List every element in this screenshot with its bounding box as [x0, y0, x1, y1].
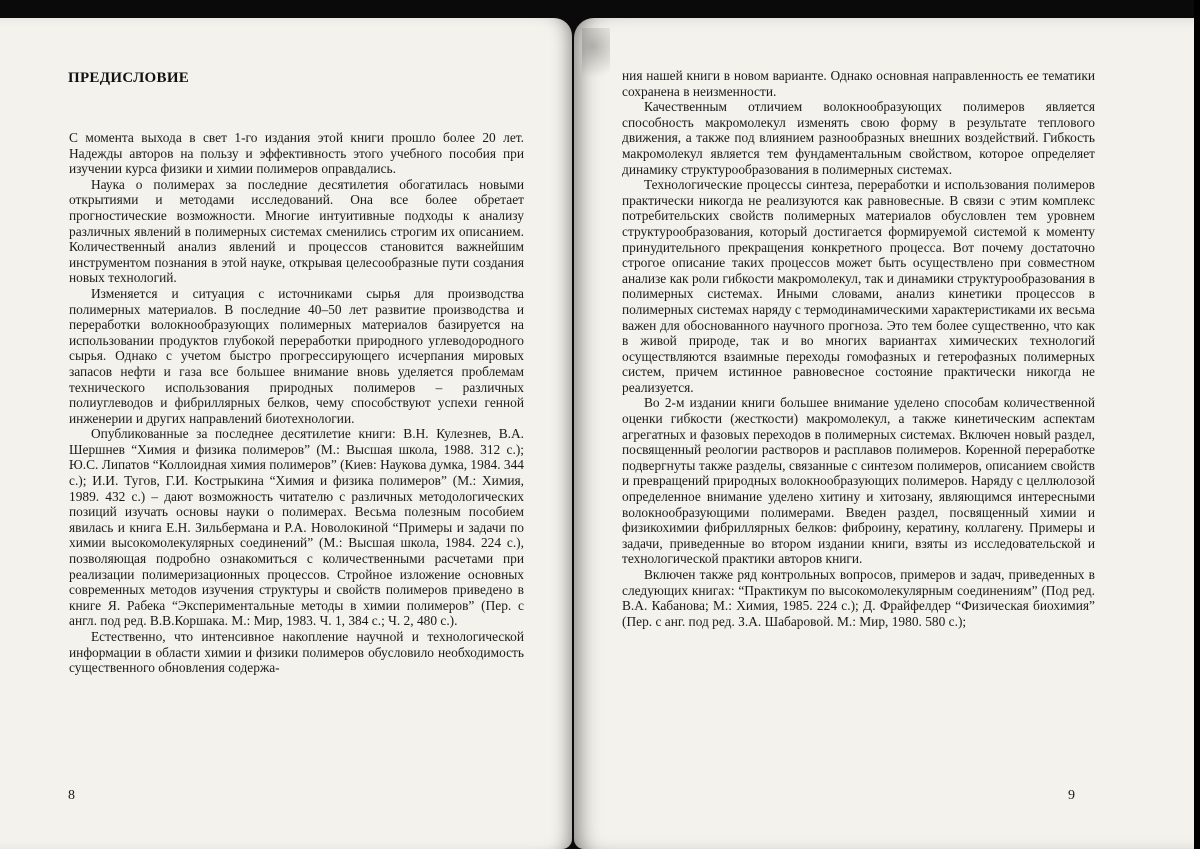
scan-edge	[1194, 0, 1200, 849]
page-number-right: 9	[1068, 788, 1075, 803]
gutter-shadow	[582, 28, 610, 88]
page-number-left: 8	[68, 788, 75, 803]
paragraph: Технологические процессы синтеза, переработки и использования полимеров практически никогда не реализуются как равновесные. В связи с этим комплекс потребительских свойств полимерных материалов обусловлен тем уровнем структурообразования, который достигается формируемой системой к моменту принудительного прекращения конкретного процесса. Вот почему достаточно строгое описание таких процессов может быть осуществлено при совместном анализе как роли гибкости макромолекул, так и динамики структурообразования в полимерных системах. Иными словами, анализ кинетики процессов в полимерных системах наряду с термодинамическими характеристиками их весьма важен для обоснованного научного прогноза. Это тем более существенно, что как в живой природе, так и во многих вариантах химических технологий осуществляются взаимные переходы гомофазных и гетерофазных полимерных систем, причем истинное равновесное состояние практически никогда не реализуется.	[622, 177, 1095, 395]
paragraph: С момента выхода в свет 1-го издания этой книги прошло более 20 лет. Надежды авторов на пользу и эффективность этого учебного пособия при изучении курса физики и химии полимеров оправдались.	[69, 130, 524, 177]
paragraph: Качественным отличием волокнообразующих полимеров является способность макромолекул изменять свою форму в результате теплового движения, а также под влиянием разнообразных внешних воздействий. Гибкость макромолекул является тем фундаментальным свойством, которое определяет динамику структурообразования в полимерных системах.	[622, 99, 1095, 177]
right-text-block	[622, 68, 1095, 629]
paragraph: Во 2-м издании книги большее внимание уделено способам количественной оценки гибкости (жесткости) макромолекул, а также кинетическим аспектам агрегатных и фазовых переходов в полимерных системах. Включен новый раздел, посвященный реологии растворов и расплавов полимеров. Коренной переработке подвергнуты также разделы, связанные с синтезом полимеров, описанием свойств и превращений природных волокнообразующих полимеров. Наряду с целлюлозой определенное внимание уделено хитину и хитозану, являющимся интересными волокнообразующими полимерами. Введен раздел, посвященный химии и физикохимии фибриллярных белков: фиброину, кератину, коллагену. Примеры и задачи, приведенные во втором издании книги, взяты из исследовательской и технологической практики авторов книги.	[622, 395, 1095, 567]
paragraph: Включен также ряд контрольных вопросов, примеров и задач, приведенных в следующих книгах: “Практикум по высокомолекулярным соединениям” (Под ред. В.А. Кабанова; М.: Химия, 1985. 224 с.); Д. Фрайфелдер “Физическая биохимия” (Пер. с анг. под ред. З.А. Шабаровой. М.: Мир, 1980. 580 с.);	[622, 567, 1095, 629]
paragraph: ния нашей книги в новом варианте. Однако основная направленность ее тематики сохранена в неизменности.	[622, 68, 1095, 99]
right-page	[574, 18, 1200, 849]
left-page	[0, 18, 572, 849]
page-heading: ПРЕДИСЛОВИЕ	[68, 70, 190, 86]
paragraph: Естественно, что интенсивное накопление научной и технологической информации в области химии и физики полимеров обусловило необходимость существенного обновления содержа-	[69, 629, 524, 676]
paragraph: Наука о полимерах за последние десятилетия обогатилась новыми открытиями и методами исследований. Она все более обретает прогностические возможности. Многие интуитивные подходы к анализу различных явлений в полимерных системах сменились строгим их описанием. Количественный анализ явлений и процессов становится важнейшим инструментом познания в этой науке, открывая целесообразные пути создания новых технологий.	[69, 176, 524, 286]
paragraph: Изменяется и ситуация с источниками сырья для производства полимерных материалов. В последние 40–50 лет развитие производства и переработки волокнообразующих полимерных материалов базируется на использовании продуктов глубокой переработки природного углеводородного сырья. Однако с учетом быстро прогрессирующего исчерпания мировых запасов нефти и газа все большее внимание вновь уделяется проблемам технического использования природных полимеров – различных полиуглеводов и фибриллярных белков, чему способствуют успехи генной инженерии и других направлений биотехнологии.	[69, 285, 524, 426]
paragraph: Опубликованные за последнее десятилетие книги: В.Н. Кулезнев, В.А. Шершнев “Химия и физика полимеров” (М.: Высшая школа, 1988. 312 с.); Ю.С. Липатов “Коллоидная химия полимеров” (Киев: Наукова думка, 1984. 344 с.); И.И. Тугов, Г.И. Кострыкина “Химия и физика полимеров” (М.: Химия, 1989. 432 с.) – дают возможность читателю с различных методологических позиций изучать основы науки о полимерах. Весьма полезным пособием явилась и книга Е.Н. Зильбермана и Р.А. Новолокиной “Примеры и задачи по химии высокомолекулярных соединений” (М.: Высшая школа, 1984. 224 с.), позволяющая подробно ознакомиться с количественными расчетами при реализации полимеризационных процессов. Стройное изложение основных современных методов изучения структуры и свойств полимеров приведено в книге Я. Рабека “Экспериментальные методы в химии полимеров” (Пер. с англ. под ред. В.В.Коршака. М.: Мир, 1983. Ч. 1, 384 с.; Ч. 2, 480 с.).	[69, 426, 524, 629]
left-text-block	[69, 130, 524, 676]
